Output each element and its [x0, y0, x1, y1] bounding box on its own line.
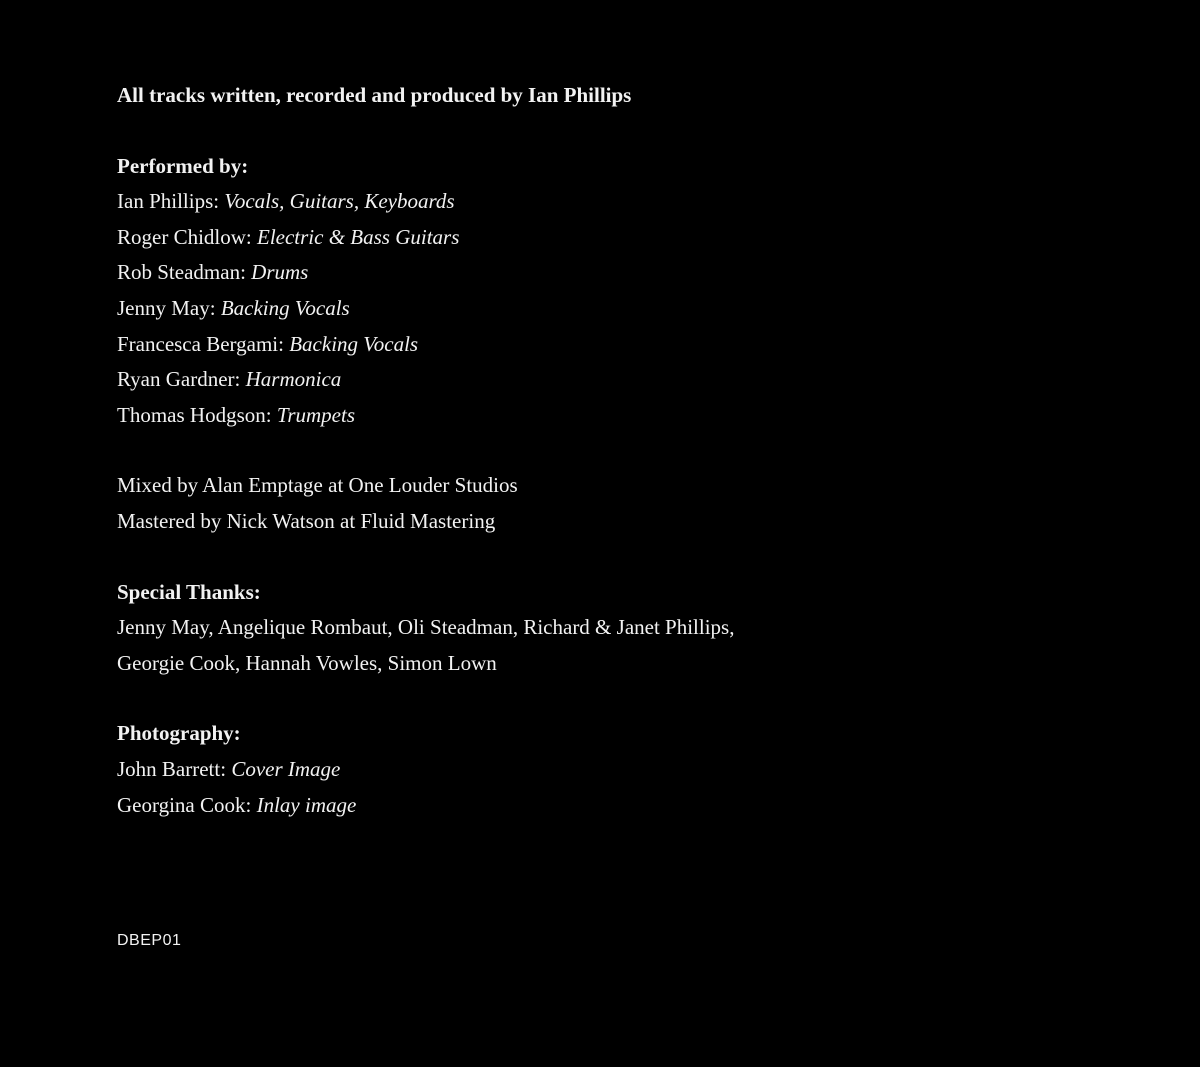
thanks-line: Jenny May, Angelique Rombaut, Oli Steadman, Richard & Janet Phillips, [117, 615, 735, 640]
performer-name: Roger Chidlow: [117, 224, 252, 249]
mixing-credit: Mixed by Alan Emptage at One Louder Studios [117, 473, 518, 498]
performer-role: Electric & Bass Guitars [257, 224, 460, 249]
spacer [117, 540, 1117, 575]
performer-name: Thomas Hodgson: [117, 402, 272, 427]
catalog-number: DBEP01 [117, 932, 182, 949]
spacer [117, 114, 1117, 149]
performer-line [117, 220, 1117, 256]
performer-name: Jenny May: [117, 295, 216, 320]
performer-name: Francesca Bergami: [117, 331, 284, 356]
photographer-name: Georgina Cook: [117, 792, 252, 817]
performer-line [117, 291, 1117, 327]
performer-line [117, 255, 1117, 291]
photo-role: Inlay image [256, 792, 357, 817]
performer-line [117, 327, 1117, 363]
performer-role: Backing Vocals [289, 331, 419, 356]
photo-credit-line [117, 752, 1117, 788]
performer-role: Backing Vocals [220, 295, 350, 320]
spacer [117, 433, 1117, 468]
performer-name: Rob Steadman: [117, 260, 246, 285]
performer-name: Ryan Gardner: [117, 367, 241, 392]
performer-role: Harmonica [245, 367, 342, 392]
performer-line [117, 362, 1117, 398]
performer-role: Trumpets [276, 402, 356, 427]
performer-role: Drums [251, 260, 309, 285]
photographer-name: John Barrett: [117, 756, 227, 781]
performer-name: Ian Phillips: [117, 189, 220, 214]
spacer [117, 681, 1117, 716]
photography-heading: Photography: [117, 721, 241, 746]
performer-line [117, 398, 1117, 434]
special-thanks-heading: Special Thanks: [117, 579, 261, 604]
performed-by-heading: Performed by: [117, 153, 249, 178]
photo-role: Cover Image [231, 756, 341, 781]
thanks-line: Georgie Cook, Hannah Vowles, Simon Lown [117, 650, 497, 675]
production-credit: All tracks written, recorded and produced by Ian Phillips [117, 83, 632, 107]
performer-role: Vocals, Guitars, Keyboards [224, 189, 455, 214]
mastering-credit: Mastered by Nick Watson at Fluid Mastering [117, 508, 496, 533]
photo-credit-line [117, 788, 1117, 824]
performer-line [117, 184, 1117, 220]
credits-panel [117, 78, 1117, 823]
